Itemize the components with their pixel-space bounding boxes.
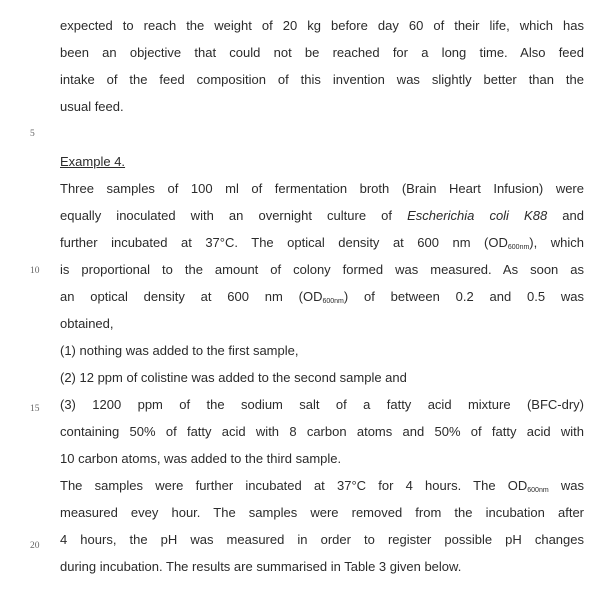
sample-item-3: containing 50% of fatty acid with 8 carbon atoms and 50% of fatty acid with — [60, 424, 584, 439]
text-fragment: ), which — [529, 235, 584, 250]
organism-name: Escherichia coli K88 — [407, 208, 548, 223]
text-fragment: further incubated at 37°C. The optical density at 600 nm (OD — [60, 235, 508, 250]
od-subscript: 600nm — [322, 298, 344, 305]
text-fragment: and — [547, 208, 585, 223]
text-fragment: was — [548, 478, 584, 493]
line-number-5: 5 — [30, 129, 35, 139]
example-heading: Example 4. — [60, 154, 126, 169]
text-fragment: ) of between 0.2 and 0.5 was — [343, 289, 584, 304]
final-paragraph-line — [60, 478, 584, 499]
od-subscript: 600nm — [507, 244, 530, 251]
paragraph-1-line: intake of the feed composition of this invention was slightly better than the — [60, 72, 584, 87]
example-line — [60, 289, 584, 310]
text-fragment: The samples were further incubated at 37°C for 4 hours. The OD — [60, 478, 528, 493]
final-paragraph-line: 4 hours, the pH was measured in order to register possible pH changes — [60, 532, 584, 547]
sample-item-3: 10 carbon atoms, was added to the third sample. — [60, 451, 342, 466]
od-subscript: 600nm — [527, 487, 549, 494]
text-fragment: an optical density at 600 nm (OD — [60, 289, 323, 304]
text-fragment: equally inoculated with an overnight culture of — [60, 208, 408, 223]
example-line — [60, 208, 584, 224]
final-paragraph-line: during incubation. The results are summarised in Table 3 given below. — [60, 559, 462, 574]
paragraph-1-line: expected to reach the weight of 20 kg before day 60 of their life, which has — [60, 18, 584, 33]
final-paragraph-line: measured evey hour. The samples were removed from the incubation after — [60, 505, 584, 520]
example-line: obtained, — [60, 316, 114, 331]
line-number-20: 20 — [30, 541, 40, 551]
example-line: Three samples of 100 ml of fermentation broth (Brain Heart Infusion) were — [60, 181, 584, 196]
sample-item-2: (2) 12 ppm of colistine was added to the second sample and — [60, 370, 407, 385]
example-line: is proportional to the amount of colony formed was measured. As soon as — [60, 262, 584, 277]
paragraph-1-line: usual feed. — [60, 99, 124, 114]
line-number-10: 10 — [30, 266, 40, 276]
example-line — [60, 235, 584, 256]
line-number-15: 15 — [30, 404, 40, 414]
sample-item-3: (3) 1200 ppm of the sodium salt of a fatty acid mixture (BFC-dry) — [60, 397, 584, 412]
sample-item-1: (1) nothing was added to the first sample, — [60, 343, 299, 358]
paragraph-1-line: been an objective that could not be reached for a long time. Also feed — [60, 45, 584, 60]
